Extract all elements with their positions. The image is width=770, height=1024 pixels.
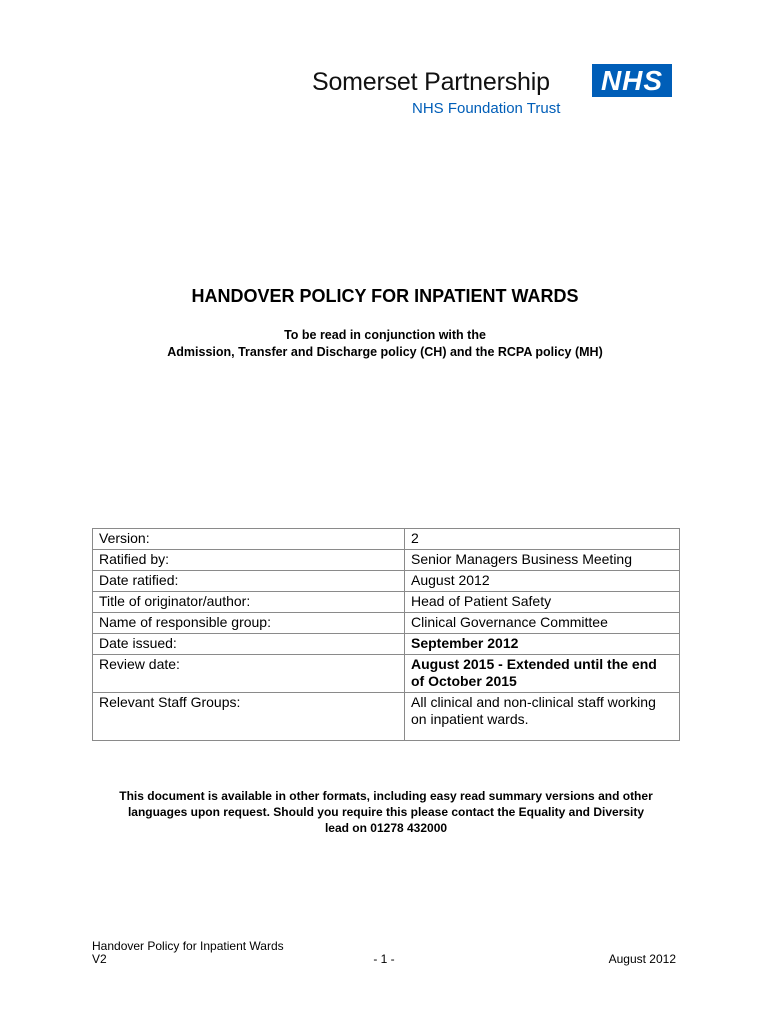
- document-info-table: [92, 528, 680, 741]
- footer-page-number: - 1 -: [373, 952, 395, 966]
- table-row: [93, 693, 680, 741]
- availability-line-1: This document is available in other formats, including easy read summary versions and other: [119, 789, 653, 803]
- row-label-staff-groups: Relevant Staff Groups:: [93, 693, 405, 741]
- row-label-date-issued: Date issued:: [93, 634, 405, 655]
- row-value-version: 2: [405, 529, 680, 550]
- table-row: [93, 550, 680, 571]
- footer-date: August 2012: [608, 952, 676, 966]
- table-row: [93, 592, 680, 613]
- footer-doc-title: Handover Policy for Inpatient Wards: [92, 939, 284, 953]
- availability-line-3: lead on 01278 432000: [324, 821, 448, 835]
- row-value-date-issued: September 2012: [405, 634, 680, 655]
- nhs-logo: NHS: [592, 64, 672, 97]
- row-value-responsible-group: Clinical Governance Committee: [405, 613, 680, 634]
- table-row: [93, 529, 680, 550]
- table-row: [93, 634, 680, 655]
- row-value-staff-groups: All clinical and non-clinical staff working on inpatient wards.: [405, 693, 680, 741]
- row-value-date-ratified: August 2012: [405, 571, 680, 592]
- availability-line-2: languages upon request. Should you require this please contact the Equality and Diversity: [127, 805, 645, 819]
- subtitle-line-1: To be read in conjunction with the: [284, 328, 486, 342]
- row-value-ratified-by: Senior Managers Business Meeting: [405, 550, 680, 571]
- row-label-date-ratified: Date ratified:: [93, 571, 405, 592]
- table-row: [93, 571, 680, 592]
- row-label-version: Version:: [93, 529, 405, 550]
- document-subtitle: [0, 327, 770, 361]
- row-label-responsible-group: Name of responsible group:: [93, 613, 405, 634]
- row-label-originator: Title of originator/author:: [93, 592, 405, 613]
- row-value-review-date: August 2015 - Extended until the end of October 2015: [405, 655, 680, 693]
- table-row: [93, 655, 680, 693]
- subtitle-line-2: Admission, Transfer and Discharge policy (CH) and the RCPA policy (MH): [167, 345, 603, 359]
- footer-version: V2: [92, 952, 107, 966]
- table-row: [93, 613, 680, 634]
- availability-notice: [88, 788, 684, 836]
- logo-trust-name: NHS Foundation Trust: [412, 100, 561, 117]
- row-label-ratified-by: Ratified by:: [93, 550, 405, 571]
- trust-logo: [312, 64, 672, 124]
- logo-org-name: Somerset Partnership: [312, 68, 550, 96]
- document-title: HANDOVER POLICY FOR INPATIENT WARDS: [191, 286, 579, 306]
- row-label-review-date: Review date:: [93, 655, 405, 693]
- row-value-originator: Head of Patient Safety: [405, 592, 680, 613]
